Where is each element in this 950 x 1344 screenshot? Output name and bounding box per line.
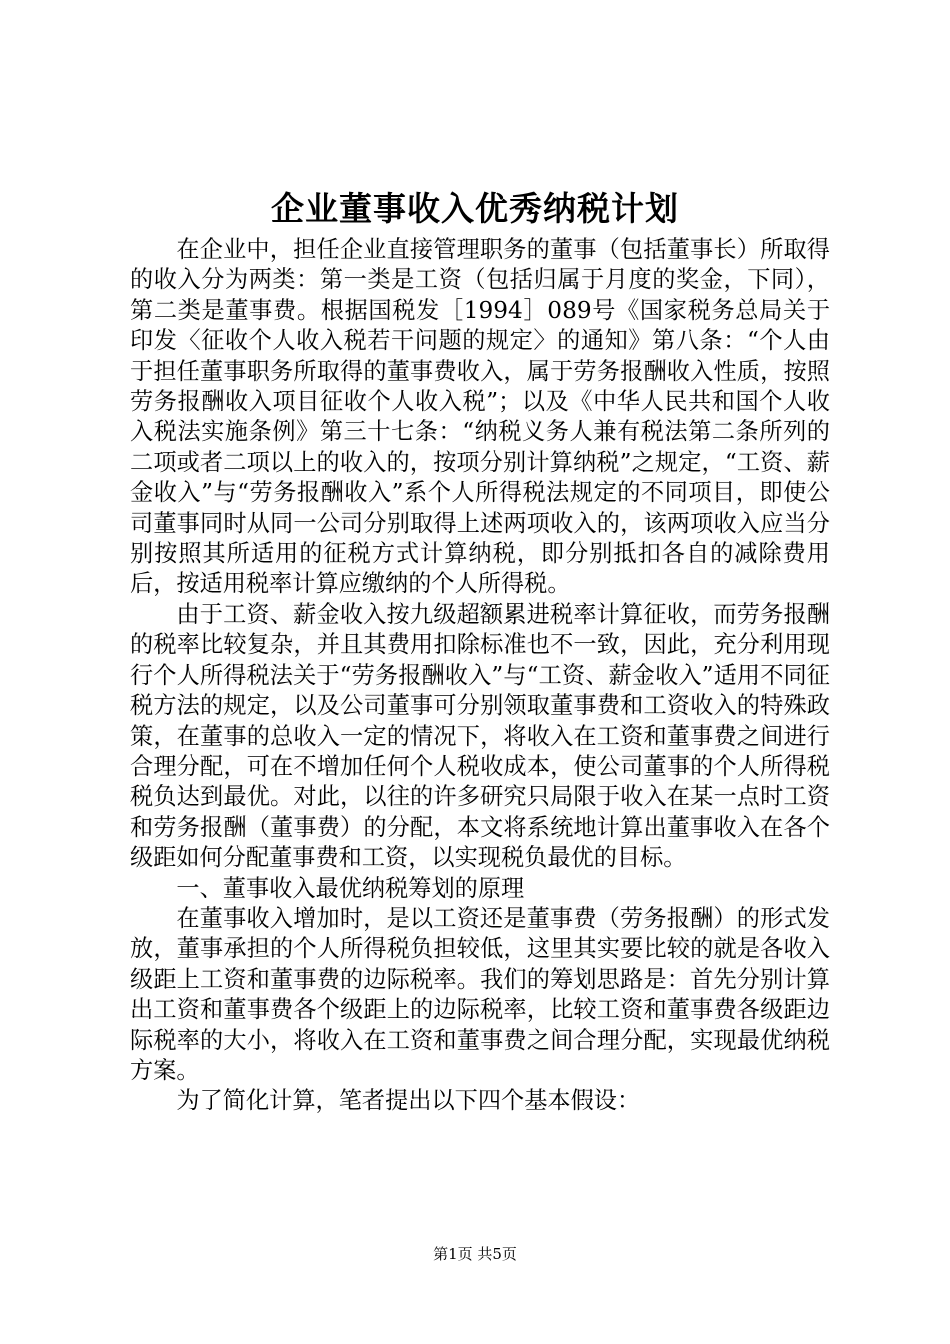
paragraph-assumptions-intro: 为了简化计算，笔者提出以下四个基本假设：: [176, 1087, 641, 1115]
paragraph-background: 由于工资、薪金收入按九级超额累进税率计算征收，而劳务报酬的税率比较复杂，并且其费用扣除标准也不一致，因此，充分利用现行个人所得税法关于“劳务报酬收入”与“工资、薪金收入”适用不同征税方法的规定，以及公司董事可分别领取董事费和工资收入的特殊政策，在董事的总收入一定的情况下，将收入在工资和董事费之间进行合理分配，可在不增加任何个人税收成本，使公司董事的个人所得税税负达到最优。对此，以往的许多研究只局限于收入在某一点时工资和劳务报酬（董事费）的分配，本文将系统地计算出董事收入在各个级距如何分配董事费和工资，以实现税负最优的目标。: [130, 600, 830, 872]
section-heading: 一、董事收入最优纳税筹划的原理: [176, 874, 525, 902]
paragraph-intro: 在企业中，担任企业直接管理职务的董事（包括董事长）所取得的收入分为两类：第一类是工资（包括归属于月度的奖金，下同），第二类是董事费。根据国税发［1994］089号《国家税务总局关于印发〈征收个人收入税若干问题的规定〉的通知》第八条：“个人由于担任董事职务所取得的董事费收入，属于劳务报酬收入性质，按照劳务报酬收入项目征收个人收入税”；以及《中华人民共和国个人收入税法实施条例》第三十七条：“纳税义务人兼有税法第二条所列的二项或者二项以上的收入的，按项分别计算纳税”之规定，“工资、薪金收入”与“劳务报酬收入”系个人所得税法规定的不同项目，即使公司董事同时从同一公司分别取得上述两项收入的，该两项收入应当分别按照其所适用的征税方式计算纳税，即分别抵扣各自的减除费用后，按适用税率计算应缴纳的个人所得税。: [130, 236, 830, 598]
page-number: 第1页 共5页: [433, 1245, 517, 1263]
document-body: [130, 235, 830, 1117]
paragraph-principle: 在董事收入增加时，是以工资还是董事费（劳务报酬）的形式发放，董事承担的个人所得税负担较低，这里其实要比较的就是各收入级距上工资和董事费的边际税率。我们的筹划思路是：首先分别计算出工资和董事费各个级距上的边际税率，比较工资和董事费各级距边际税率的大小，将收入在工资和董事费之间合理分配，实现最优纳税方案。: [130, 904, 830, 1084]
document-title: 企业董事收入优秀纳税计划: [271, 189, 679, 228]
